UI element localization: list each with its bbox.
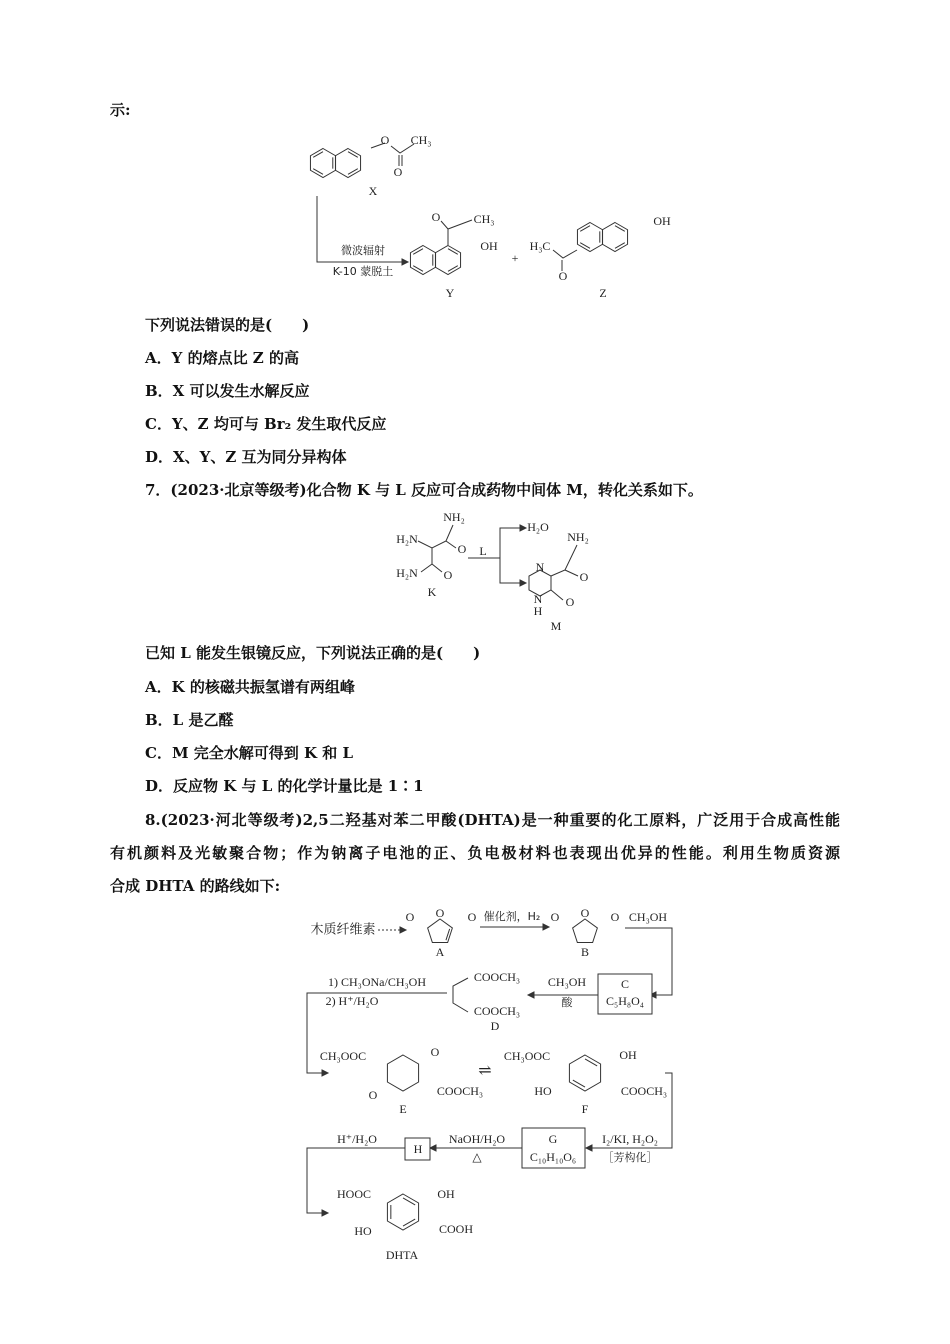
reagent-methanol-2: CH₃OH	[547, 974, 587, 989]
condition-clay: K-10 蒙脱土	[332, 265, 394, 278]
q7-option-c: C．M 完全水解可得到 K 和 L	[145, 744, 354, 762]
m-nh-hydrogen: H	[533, 603, 543, 618]
q8-line-3: 合成 DHTA 的路线如下:	[110, 877, 281, 895]
label-f: F	[581, 1101, 589, 1116]
aromatization-note: ［芳构化］	[602, 1151, 658, 1164]
condition-catalyst-h2: 催化剂，H₂	[483, 910, 541, 923]
y-methyl: CH₃	[473, 211, 495, 226]
f-hydroxyl-2: HO	[534, 1083, 552, 1098]
q6-option-d: D．X、Y、Z 互为同分异构体	[145, 448, 347, 466]
intro-tail: 示:	[110, 101, 131, 119]
label-z: Z	[599, 285, 607, 300]
d-ester-top: COOCH₃	[473, 969, 521, 984]
q6-stem: 下列说法错误的是( )	[145, 316, 310, 334]
dhta-carboxyl-left: HOOC	[336, 1186, 372, 1201]
double-bond	[403, 1198, 415, 1205]
double-bond	[573, 1080, 585, 1087]
m-nh-nitrogen: N	[533, 591, 543, 606]
e-ester-right: COOCH₃	[436, 1083, 484, 1098]
cyclohexadiene-ring-f	[569, 1055, 600, 1091]
label-h: H	[413, 1141, 423, 1156]
product-water: H₂O	[527, 519, 549, 534]
m-amide-nh2: NH₂	[567, 529, 589, 544]
cyclohexanedione-ring-e	[387, 1055, 418, 1091]
dhta-hydroxyl-left: HO	[354, 1223, 372, 1238]
y-carbonyl-oxygen: O	[431, 209, 441, 224]
label-b: B	[580, 944, 590, 959]
step-1-reagent: 1) CH₃ONa/CH₃OH	[327, 974, 427, 989]
label-x: X	[368, 183, 378, 198]
plus-sign: +	[511, 250, 519, 265]
step-2-reagent: 2) H⁺/H₂O	[325, 993, 379, 1008]
f-ester-right: COOCH₃	[620, 1083, 668, 1098]
a-oxygen-1: O	[405, 909, 415, 924]
z-carbonyl-oxygen: O	[558, 268, 568, 283]
source-lignocellulose: 木质纤维素	[310, 922, 376, 938]
reagent-methanol-1: CH₃OH	[628, 909, 668, 924]
k-amine: H₂N	[396, 531, 418, 546]
label-g: G	[548, 1131, 558, 1146]
q7-stem: 已知 L 能发生银镜反应，下列说法正确的是( )	[145, 644, 481, 662]
label-y: Y	[445, 285, 455, 300]
q6-option-b: B．X 可以发生水解反应	[145, 382, 310, 400]
a-oxygen-2: O	[435, 905, 445, 920]
b-oxygen-2: O	[580, 905, 590, 920]
reagent-l: L	[479, 543, 487, 558]
e-oxygen-1: O	[430, 1044, 440, 1059]
label-k: K	[427, 584, 437, 599]
label-c: C	[620, 976, 630, 991]
q7-option-d: D．反应物 K 与 L 的化学计量比是 1∶1	[145, 777, 424, 795]
g-formula: C₁₀H₁₀O₆	[529, 1149, 577, 1164]
m-oxygen-2: O	[565, 594, 575, 609]
c-formula: C₅H₈O₄	[606, 993, 644, 1008]
x-ester-oxygen: O	[380, 132, 390, 147]
label-d: D	[490, 1018, 500, 1033]
k-oxygen-2: O	[443, 567, 453, 582]
label-a: A	[435, 944, 445, 959]
e-ester-left: CH₃OOC	[319, 1048, 367, 1063]
z-methyl: H₃C	[529, 238, 551, 253]
label-dhta: DHTA	[385, 1247, 419, 1262]
reagent-acid-hydrolysis: H⁺/H₂O	[337, 1131, 377, 1146]
label-e: E	[399, 1101, 407, 1116]
heat-symbol: △	[472, 1149, 482, 1164]
m-nitrogen: N	[535, 559, 545, 574]
q6-option-c: C．Y、Z 均可与 Br₂ 发生取代反应	[145, 415, 387, 433]
benzene-ring-dhta	[387, 1194, 418, 1230]
dhta-carboxyl-right: COOH	[438, 1221, 474, 1236]
b-oxygen-3: O	[610, 909, 620, 924]
reagent-iodine: I₂/KI, H₂O₂	[602, 1131, 658, 1146]
q8-line-2: 有机颜料及光敏聚合物；作为钠离子电池的正、负电极材料也表现出优异的性能。利用生物质资源	[110, 844, 840, 862]
x-carbonyl-oxygen: O	[393, 164, 403, 179]
q8-line-1: 8.(2023·河北等级考)2,5二羟基对苯二甲酸(DHTA)是一种重要的化工原料，广泛用于合成高性能	[145, 811, 840, 829]
k-amide-h2n: H₂N	[396, 565, 418, 580]
b-oxygen-1: O	[550, 909, 560, 924]
a-oxygen-3: O	[467, 909, 477, 924]
f-hydroxyl: OH	[619, 1047, 637, 1062]
anhydride-ring-b	[573, 919, 598, 943]
k-amide-nh2: NH₂	[443, 509, 465, 524]
f-ester-left: CH₃OOC	[503, 1048, 551, 1063]
reagent-naoh: NaOH/H₂O	[448, 1131, 506, 1146]
double-bond	[403, 1219, 415, 1226]
q6-option-a: A．Y 的熔点比 Z 的高	[145, 349, 299, 367]
e-oxygen-2: O	[368, 1087, 378, 1102]
q7-option-a: A．K 的核磁共振氢谱有两组峰	[145, 678, 355, 696]
q7-option-b: B．L 是乙醛	[145, 711, 234, 729]
reagent-acid: 酸	[561, 996, 573, 1009]
q7-title: 7．(2023·北京等级考)化合物 K 与 L 反应可合成药物中间体 M，转化关系如下。	[145, 481, 703, 499]
y-hydroxyl: OH	[480, 238, 498, 253]
double-bond	[585, 1059, 597, 1066]
d-ester-bottom: COOCH₃	[473, 1003, 521, 1018]
z-hydroxyl: OH	[653, 213, 671, 228]
dhta-hydroxyl-right: OH	[437, 1186, 455, 1201]
equilibrium-arrow: ⇌	[478, 1062, 492, 1080]
x-methyl: CH₃	[410, 132, 432, 147]
m-oxygen-1: O	[579, 569, 589, 584]
k-oxygen-1: O	[457, 541, 467, 556]
label-m: M	[550, 618, 562, 633]
condition-microwave: 微波辐射	[341, 244, 385, 257]
